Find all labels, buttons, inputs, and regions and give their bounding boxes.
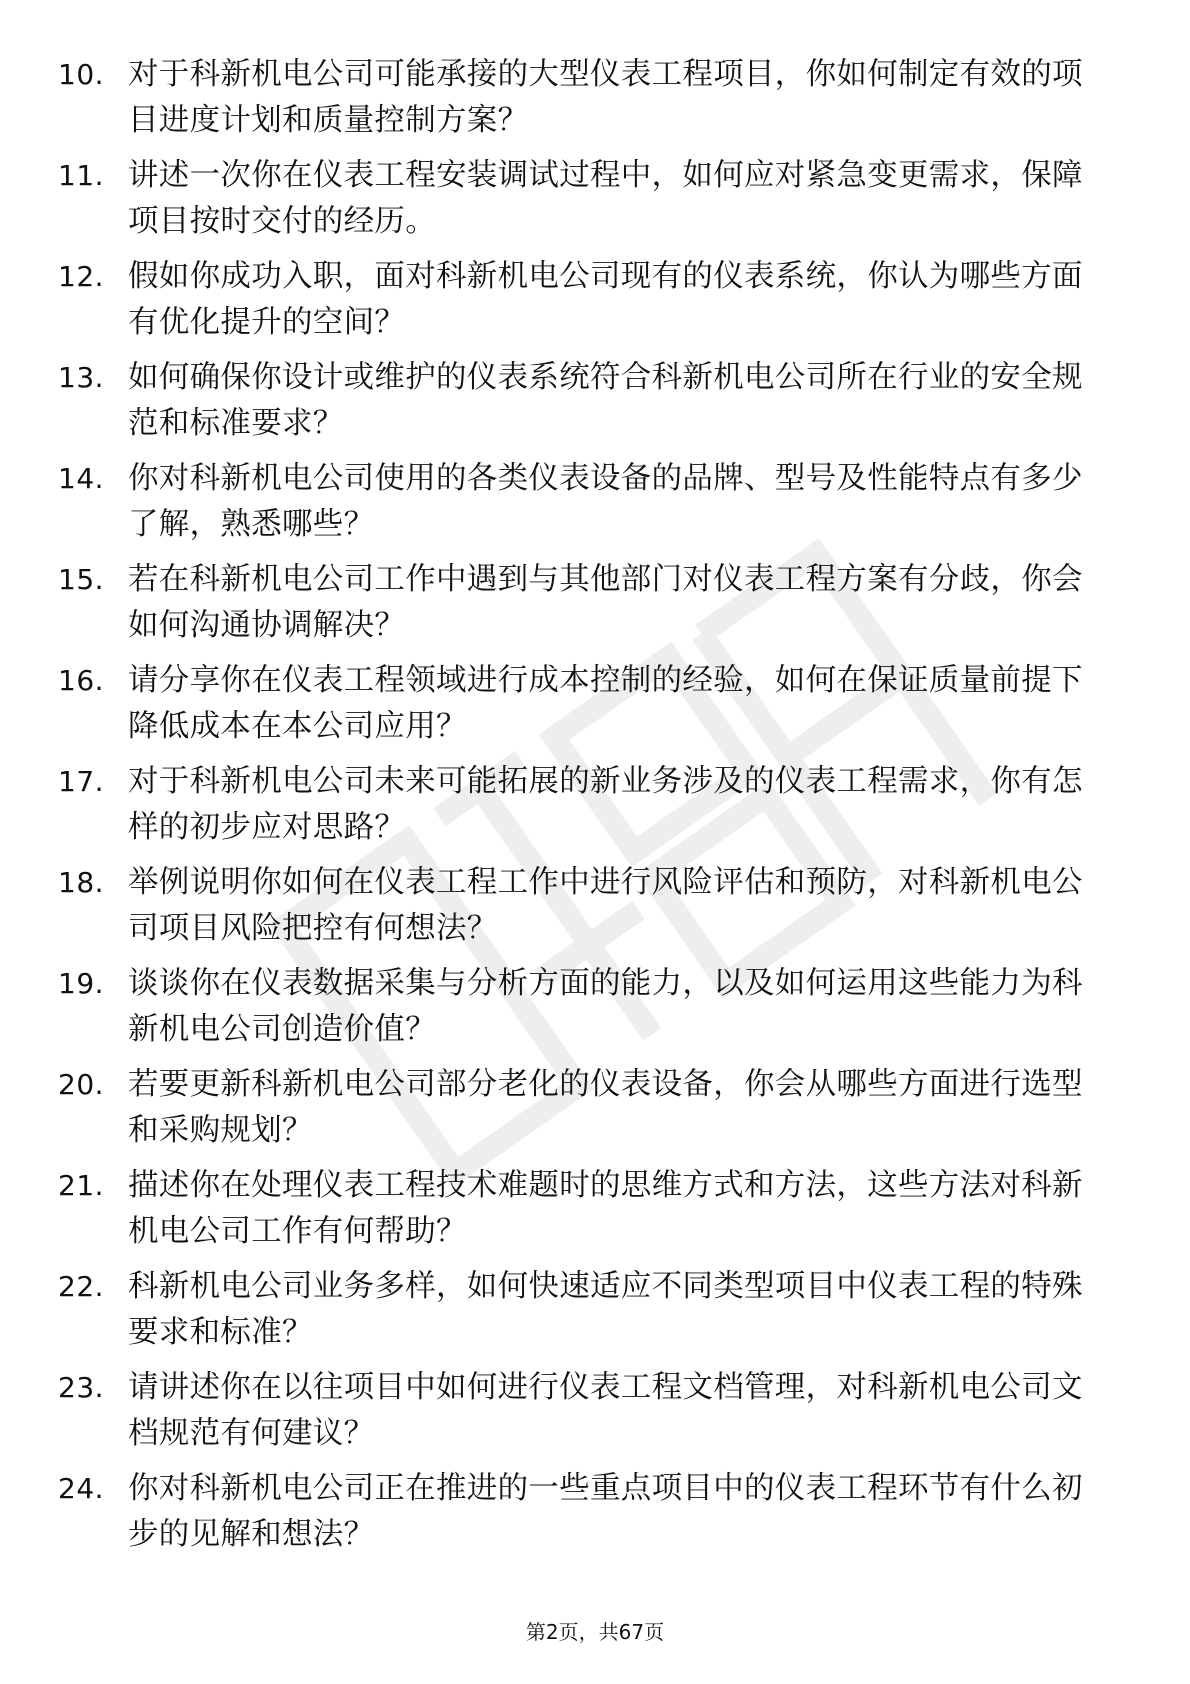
question-number: 19. [58,967,105,1000]
question-item [0,456,1190,557]
question-text: 举例说明你如何在仪表工程工作中进行风险评估和预防，对科新机电公司项目风险把控有何想法？ [128,865,1083,946]
question-item [0,1466,1190,1567]
question-text: 讲述一次你在仪表工程安装调试过程中，如何应对紧急变更需求，保障项目按时交付的经历。 [128,158,1083,239]
question-item [0,658,1190,759]
question-text: 假如你成功入职，面对科新机电公司现有的仪表系统，你认为哪些方面有优化提升的空间？ [128,259,1083,340]
question-item [0,1062,1190,1163]
question-number: 16. [58,664,105,697]
question-number: 17. [58,765,105,798]
question-number: 14. [58,462,105,495]
question-item [0,355,1190,456]
question-number: 21. [58,1169,105,1202]
question-number: 11. [58,159,105,192]
question-text: 对于科新机电公司未来可能拓展的新业务涉及的仪表工程需求，你有怎样的初步应对思路？ [128,764,1083,845]
question-item [0,153,1190,254]
question-number: 13. [58,361,105,394]
question-item [0,254,1190,355]
question-number: 22. [58,1270,105,1303]
question-number: 15. [58,563,105,596]
question-text: 如何确保你设计或维护的仪表系统符合科新机电公司所在行业的安全规范和标准要求？ [128,360,1083,441]
question-item [0,860,1190,961]
question-number: 23. [58,1371,105,1404]
question-text: 你对科新机电公司使用的各类仪表设备的品牌、型号及性能特点有多少了解，熟悉哪些？ [128,461,1083,542]
question-text: 描述你在处理仪表工程技术难题时的思维方式和方法，这些方法对科新机电公司工作有何帮助？ [128,1168,1083,1249]
question-number: 12. [58,260,105,293]
question-number: 20. [58,1068,105,1101]
question-number: 10. [58,58,105,91]
question-number: 24. [58,1472,105,1505]
question-item [0,52,1190,153]
question-text: 若在科新机电公司工作中遇到与其他部门对仪表工程方案有分歧，你会如何沟通协调解决？ [128,562,1083,643]
question-text: 请讲述你在以往项目中如何进行仪表工程文档管理，对科新机电公司文档规范有何建议？ [128,1370,1083,1451]
question-text: 谈谈你在仪表数据采集与分析方面的能力，以及如何运用这些能力为科新机电公司创造价值？ [128,966,1083,1047]
question-number: 18. [58,866,105,899]
question-list [0,52,1190,1567]
question-text: 请分享你在仪表工程领域进行成本控制的经验，如何在保证质量前提下降低成本在本公司应用？ [128,663,1083,744]
question-text: 科新机电公司业务多样，如何快速适应不同类型项目中仪表工程的特殊要求和标准？ [128,1269,1083,1350]
question-item [0,557,1190,658]
question-text: 对于科新机电公司可能承接的大型仪表工程项目，你如何制定有效的项目进度计划和质量控制方案？ [128,57,1083,138]
question-item [0,1264,1190,1365]
question-text: 若要更新科新机电公司部分老化的仪表设备，你会从哪些方面进行选型和采购规划？ [128,1067,1083,1148]
question-item [0,759,1190,860]
question-item [0,1365,1190,1466]
page-footer: 第2页，共67页 [525,1620,665,1644]
question-item [0,961,1190,1062]
question-item [0,1163,1190,1264]
question-text: 你对科新机电公司正在推进的一些重点项目中的仪表工程环节有什么初步的见解和想法？ [128,1471,1083,1552]
